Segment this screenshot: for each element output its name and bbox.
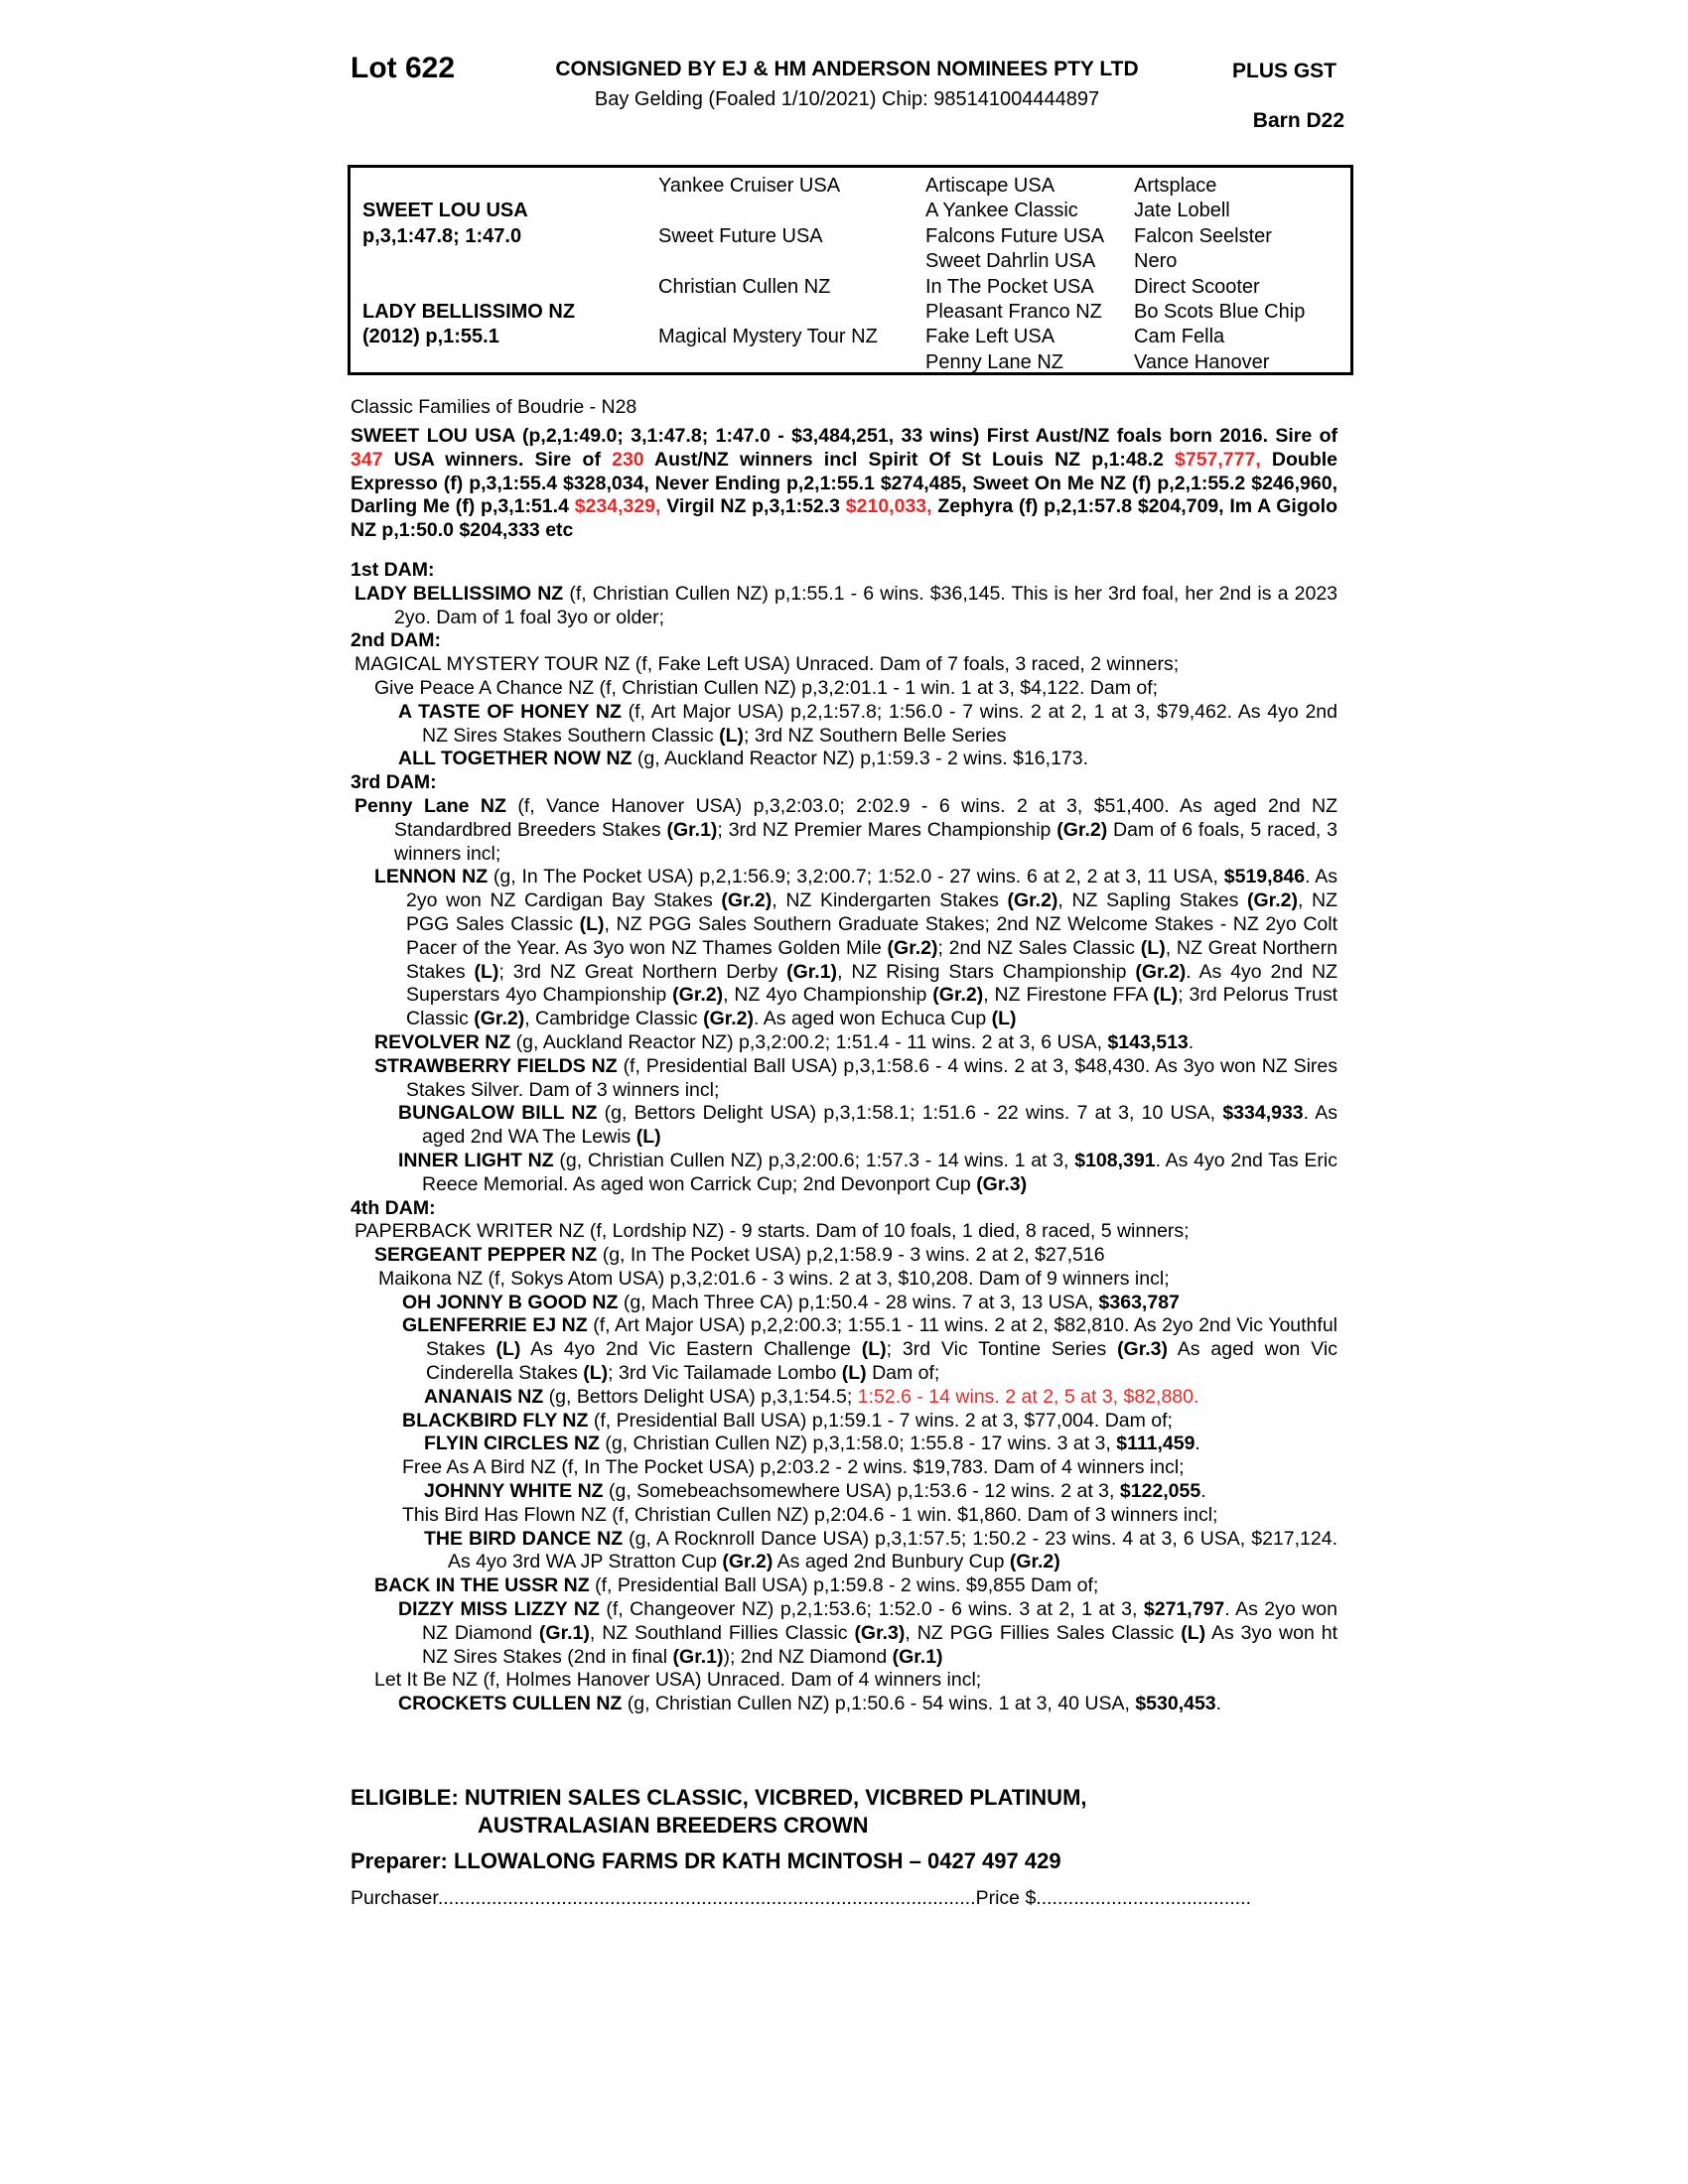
bold-text: $108,391 bbox=[1074, 1149, 1156, 1171]
para-crockets-cullen bbox=[351, 1693, 1337, 1716]
text: . As 4yo 2nd Tas Eric Reece Memorial. As aged won Carrick Cup; 2nd Devonport Cup bbox=[422, 1149, 1337, 1195]
para-glenferrie-ej bbox=[351, 1314, 1337, 1385]
para-oh-jonny-b-good bbox=[351, 1292, 1337, 1315]
bold-text: (L) bbox=[1153, 984, 1179, 1007]
para-inner-light bbox=[351, 1150, 1337, 1197]
bold-text: $143,513 bbox=[1107, 1030, 1189, 1053]
text: SWEET LOU USA (p,2,1:49.0; 3,1:47.8; 1:47.0 - $3,484,251, 33 wins) First Aust/NZ foals born 2016. Sire of bbox=[351, 425, 1337, 447]
gen3-cell: Penny Lane NZ bbox=[925, 350, 1063, 373]
text: ; 3rd NZ Premier Mares Championship bbox=[717, 818, 1057, 841]
bold-text: GLENFERRIE EJ NZ bbox=[402, 1314, 588, 1337]
text: , NZ Firestone FFA bbox=[983, 984, 1154, 1007]
text: (g, Christian Cullen NZ) p,1:50.6 - 54 wins. 1 at 3, 40 USA, bbox=[622, 1693, 1136, 1715]
lot-number: Lot 622 bbox=[351, 52, 456, 84]
bold-text: (L) bbox=[474, 960, 499, 983]
text: This Bird Has Flown NZ (f, Christian Cullen NZ) p,2:04.6 - 1 win. $1,860. Dam of 3 winners incl; bbox=[402, 1503, 1218, 1526]
text: (g, Bettors Delight USA) p,3,1:54.5; bbox=[543, 1385, 858, 1408]
eligibility-line2: AUSTRALASIAN BREEDERS CROWN bbox=[478, 1812, 869, 1838]
text: Maikona NZ (f, Sokys Atom USA) p,3,2:01.6 - 3 wins. 2 at 3, $10,208. Dam of 9 winners incl; bbox=[378, 1267, 1170, 1290]
gen4-cell: Direct Scooter bbox=[1134, 275, 1260, 298]
highlighted-text: $757,777, bbox=[1175, 448, 1261, 471]
text: Aust/NZ winners incl Spirit Of St Louis NZ p,1:48.2 bbox=[643, 448, 1175, 471]
text: ; 3rd Vic Tailamade Lombo bbox=[608, 1362, 842, 1385]
bold-text: (L) bbox=[1140, 936, 1166, 959]
highlighted-text: 230 bbox=[612, 448, 644, 471]
bold-text: (Gr.1) bbox=[666, 818, 718, 841]
gen3-cell: In The Pocket USA bbox=[925, 275, 1094, 298]
gen4-cell: Artsplace bbox=[1134, 175, 1217, 197]
bold-text: (Gr.2) bbox=[887, 936, 938, 959]
bold-text: DIZZY MISS LIZZY NZ bbox=[398, 1598, 600, 1621]
text: , NZ PGG Sales Classic bbox=[406, 889, 1337, 935]
family-note: Classic Families of Boudrie - N28 bbox=[351, 396, 637, 418]
gen3-cell: Falcons Future USA bbox=[925, 224, 1105, 247]
text: , NZ Rising Stars Championship bbox=[837, 960, 1136, 983]
gen4-cell: Bo Scots Blue Chip bbox=[1134, 301, 1306, 323]
pedigree-table bbox=[348, 165, 1353, 375]
para-ananais bbox=[351, 1386, 1337, 1410]
bold-text: 2nd DAM: bbox=[351, 629, 441, 652]
text: (g, Auckland Reactor NZ) p,1:59.3 - 2 wins. $16,173. bbox=[632, 748, 1089, 770]
text: (f, Christian Cullen NZ) p,1:55.1 - 6 wins. $36,145. This is her 3rd foal, her 2nd is a 2023 2yo. Dam of 1 foal 3yo or older; bbox=[394, 582, 1338, 628]
heading-4th-dam bbox=[351, 1197, 1337, 1221]
text: . As 2yo won NZ Cardigan Bay Stakes bbox=[406, 866, 1337, 912]
eligibility-line1: ELIGIBLE: NUTRIEN SALES CLASSIC, VICBRED, VICBRED PLATINUM, bbox=[351, 1785, 1087, 1810]
text: Double Expresso (f) p,3,1:55.4 $328,034, Never Ending p,2,1:55.1 $274,485, Sweet On Me NZ (f) p,2,1:55.2 $246,960, Darling Me (f) p,3,1:51.4 bbox=[351, 448, 1337, 518]
text: ; 3rd NZ Great Northern Derby bbox=[498, 960, 787, 983]
bold-text: (Gr.3) bbox=[1117, 1338, 1168, 1361]
sire-dam-cell: LADY BELLISSIMO NZ bbox=[362, 301, 576, 323]
gen3-cell: Fake Left USA bbox=[925, 326, 1055, 348]
gen4-cell: Falcon Seelster bbox=[1134, 224, 1272, 247]
para-magical-mystery-tour bbox=[351, 653, 1337, 677]
para-dizzy-miss-lizzy bbox=[351, 1598, 1337, 1669]
para-penny-lane bbox=[351, 795, 1337, 866]
gen4-cell: Nero bbox=[1134, 250, 1178, 273]
sire-dam-cell: SWEET LOU USA bbox=[362, 200, 528, 222]
text: Free As A Bird NZ (f, In The Pocket USA) p,2:03.2 - 2 wins. $19,783. Dam of 4 winners incl; bbox=[402, 1456, 1185, 1479]
text: (f, Vance Hanover USA) p,3,2:03.0; 2:02.9 - 6 wins. 2 at 3, $51,400. As aged 2nd NZ Standardbred Breeders Stakes bbox=[394, 794, 1337, 841]
para-back-in-the-ussr bbox=[351, 1574, 1337, 1598]
page-content bbox=[351, 0, 1356, 2184]
text: Zephyra (f) p,2,1:57.8 $204,709, Im A Gigolo NZ p,1:50.0 $204,333 etc bbox=[351, 495, 1337, 542]
bold-text: (Gr.2) bbox=[1056, 818, 1108, 841]
text: As aged won Vic Cinderella Stakes bbox=[426, 1338, 1337, 1385]
bold-text: A TASTE OF HONEY NZ bbox=[398, 700, 622, 723]
text: (f, Changeover NZ) p,2,1:53.6; 1:52.0 - 6 wins. 3 at 2, 1 at 3, bbox=[599, 1598, 1144, 1621]
bold-text: (Gr.2) bbox=[1135, 960, 1187, 983]
text: (g, Auckland Reactor NZ) p,3,2:00.2; 1:51.4 - 11 wins. 2 at 3, 6 USA, bbox=[510, 1030, 1108, 1053]
gen3-cell: Artiscape USA bbox=[925, 175, 1055, 197]
bold-text: 1st DAM: bbox=[351, 558, 435, 581]
bold-text: ANANAIS NZ bbox=[424, 1385, 544, 1408]
bold-text: (L) bbox=[861, 1338, 887, 1361]
text: . bbox=[1195, 1433, 1200, 1455]
header-center bbox=[499, 57, 1195, 112]
bold-text: (Gr.1) bbox=[786, 960, 838, 983]
heading-1st-dam bbox=[351, 559, 1337, 583]
bold-text: CROCKETS CULLEN NZ bbox=[398, 1693, 623, 1715]
bold-text: (Gr.2) bbox=[703, 1008, 755, 1030]
bold-text: (L) bbox=[635, 1126, 661, 1149]
text: As 4yo 2nd Vic Eastern Challenge bbox=[520, 1338, 862, 1361]
text: (g, Christian Cullen NZ) p,3,1:58.0; 1:55.8 - 17 wins. 3 at 3, bbox=[599, 1433, 1117, 1455]
bold-text: OH JONNY B GOOD NZ bbox=[402, 1291, 619, 1313]
para-paperback-writer bbox=[351, 1220, 1337, 1244]
sire-dam-cell: (2012) p,1:55.1 bbox=[362, 326, 499, 348]
bold-text: ALL TOGETHER NOW NZ bbox=[398, 748, 633, 770]
text: , NZ PGG Fillies Sales Classic bbox=[905, 1621, 1182, 1644]
text: . bbox=[1215, 1693, 1222, 1715]
purchaser-label: Purchaser bbox=[351, 1887, 438, 1909]
para-free-as-a-bird bbox=[351, 1456, 1337, 1480]
text: (f, Art Major USA) p,2,1:57.8; 1:56.0 - 7 wins. 2 at 2, 1 at 3, $79,462. As 4yo 2nd NZ Sires Stakes Southern Classic bbox=[422, 700, 1337, 747]
text: (g, Christian Cullen NZ) p,3,2:00.6; 1:57.3 - 14 wins. 1 at 3, bbox=[553, 1149, 1075, 1171]
purchaser-dots: .................................................................................................... bbox=[437, 1887, 976, 1909]
text: ; 3rd Pelorus Trust Classic bbox=[406, 984, 1338, 1030]
para-revolver bbox=[351, 1031, 1337, 1055]
price-label: Price $ bbox=[975, 1887, 1037, 1909]
text: . As 4yo 2nd NZ Superstars 4yo Championship bbox=[406, 960, 1337, 1007]
bold-text: (Gr.1) bbox=[892, 1645, 943, 1668]
para-a-taste-of-honey bbox=[351, 701, 1337, 749]
para-maikona bbox=[351, 1268, 1337, 1292]
bold-text: STRAWBERRY FIELDS NZ bbox=[374, 1054, 618, 1077]
text: Give Peace A Chance NZ (f, Christian Cullen NZ) p,3,2:01.1 - 1 win. 1 at 3, $4,122. Dam of; bbox=[374, 676, 1159, 699]
text: (g, In The Pocket USA) p,2,1:56.9; 3,2:00.7; 1:52.0 - 27 wins. 6 at 2, 2 at 3, 11 USA, bbox=[488, 866, 1224, 888]
text: (f, Presidential Ball USA) p,1:59.1 - 7 wins. 2 at 3, $77,004. Dam of; bbox=[588, 1409, 1173, 1432]
para-give-peace-a-chance bbox=[351, 677, 1337, 701]
preparer-line: Preparer: LLOWALONG FARMS DR KATH MCINTOSH – 0427 497 429 bbox=[351, 1848, 1061, 1873]
text: Dam of; bbox=[866, 1362, 940, 1385]
para-johnny-white bbox=[351, 1480, 1337, 1504]
text: (g, In The Pocket USA) p,2,1:58.9 - 3 wins. 2 at 2, $27,516 bbox=[597, 1244, 1105, 1267]
bold-text: (Gr.2) bbox=[672, 984, 724, 1007]
para-this-bird-has-flown bbox=[351, 1504, 1337, 1528]
gen2-cell: Christian Cullen NZ bbox=[658, 275, 831, 298]
purchaser-line bbox=[351, 1887, 1251, 1910]
barn-label: Barn D22 bbox=[1252, 109, 1344, 132]
bold-text: (L) bbox=[495, 1338, 521, 1361]
highlighted-text: 1:52.6 - 14 wins. 2 at 2, 5 at 3, $82,880. bbox=[857, 1385, 1199, 1408]
bold-text: JOHNNY WHITE NZ bbox=[424, 1480, 604, 1503]
bold-text: REVOLVER NZ bbox=[374, 1030, 511, 1053]
gen3-cell: Pleasant Franco NZ bbox=[925, 301, 1102, 323]
para-strawberry-fields bbox=[351, 1055, 1337, 1103]
text: (g, Mach Three CA) p,1:50.4 - 28 wins. 7 at 3, 13 USA, bbox=[618, 1291, 1099, 1313]
para-lady-bellissimo bbox=[351, 583, 1337, 630]
sire-dam-cell: p,3,1:47.8; 1:47.0 bbox=[362, 224, 522, 247]
text: (g, Somebeachsomewhere USA) p,1:53.6 - 12 wins. 2 at 3, bbox=[603, 1480, 1120, 1503]
gen3-cell: Sweet Dahrlin USA bbox=[925, 250, 1096, 273]
text: (g, A Rocknroll Dance USA) p,3,1:57.5; 1:50.2 - 23 wins. 4 at 3, 6 USA, $217,124. As 4yo 3rd WA JP Stratton Cup bbox=[448, 1527, 1337, 1573]
bold-text: $363,787 bbox=[1098, 1291, 1180, 1313]
heading-3rd-dam bbox=[351, 771, 1337, 795]
price-dots: ........................................ bbox=[1036, 1887, 1252, 1909]
text: PAPERBACK WRITER NZ (f, Lordship NZ) - 9 starts. Dam of 10 foals, 1 died, 8 raced, 5 winners; bbox=[354, 1220, 1190, 1243]
bold-text: (L) bbox=[1181, 1621, 1206, 1644]
bold-text: THE BIRD DANCE NZ bbox=[424, 1527, 624, 1550]
text: (f, Presidential Ball USA) p,3,1:58.6 - 4 wins. 2 at 3, $48,430. As 3yo won NZ Sires Stakes Silver. Dam of 3 winners incl; bbox=[406, 1054, 1337, 1101]
bold-text: (L) bbox=[579, 912, 605, 935]
para-let-it-be bbox=[351, 1669, 1337, 1693]
text: (f, Presidential Ball USA) p,1:59.8 - 2 wins. $9,855 Dam of; bbox=[589, 1574, 1099, 1597]
bold-text: (Gr.2) bbox=[721, 889, 773, 912]
bold-text: (Gr.1) bbox=[538, 1621, 590, 1644]
text: ); 2nd NZ Diamond bbox=[723, 1645, 893, 1668]
text: , NZ Southland Fillies Classic bbox=[589, 1621, 855, 1644]
bold-text: LENNON NZ bbox=[374, 866, 489, 888]
text: . As 2yo won NZ Diamond bbox=[422, 1598, 1337, 1644]
text: , Cambridge Classic bbox=[524, 1008, 704, 1030]
bold-text: (Gr.2) bbox=[474, 1008, 525, 1030]
text: USA winners. Sire of bbox=[382, 448, 613, 471]
bold-text: 4th DAM: bbox=[351, 1196, 436, 1219]
text: ; 2nd NZ Sales Classic bbox=[937, 936, 1141, 959]
bold-text: (Gr.2) bbox=[932, 984, 984, 1007]
para-blackbird-fly bbox=[351, 1410, 1337, 1433]
text: . bbox=[1188, 1030, 1195, 1053]
bold-text: (L) bbox=[583, 1362, 609, 1385]
text: , NZ Kindergarten Stakes bbox=[772, 889, 1008, 912]
text: . As aged 2nd WA The Lewis bbox=[422, 1102, 1337, 1149]
bold-text: $519,846 bbox=[1223, 866, 1306, 888]
para-all-together-now bbox=[351, 748, 1337, 771]
text: , NZ Sapling Stakes bbox=[1057, 889, 1248, 912]
bold-text: BACK IN THE USSR NZ bbox=[374, 1574, 590, 1597]
text: ; 3rd Vic Tontine Series bbox=[886, 1338, 1118, 1361]
bold-text: INNER LIGHT NZ bbox=[398, 1149, 554, 1171]
bold-text: FLYIN CIRCLES NZ bbox=[424, 1433, 600, 1455]
pedigree-text bbox=[351, 425, 1337, 1716]
bold-text: $334,933 bbox=[1222, 1102, 1304, 1125]
text: ; 3rd NZ Southern Belle Series bbox=[744, 724, 1007, 747]
bold-text: Penny Lane NZ bbox=[354, 794, 506, 817]
bold-text: (Gr.1) bbox=[672, 1645, 724, 1668]
bold-text: LADY BELLISSIMO NZ bbox=[354, 582, 564, 605]
gen2-cell: Magical Mystery Tour NZ bbox=[658, 326, 878, 348]
text: Let It Be NZ (f, Holmes Hanover USA) Unraced. Dam of 4 winners incl; bbox=[374, 1669, 982, 1692]
bold-text: $122,055 bbox=[1119, 1480, 1201, 1503]
horse-description: Bay Gelding (Foaled 1/10/2021) Chip: 985141004444897 bbox=[594, 88, 1100, 110]
bold-text: BLACKBIRD FLY NZ bbox=[402, 1409, 589, 1432]
gen4-cell: Vance Hanover bbox=[1134, 350, 1270, 373]
plus-gst-label: PLUS GST bbox=[1231, 60, 1336, 82]
para-lennon bbox=[351, 866, 1337, 1031]
bold-text: (L) bbox=[719, 724, 745, 747]
text: Virgil NZ p,3,1:52.3 bbox=[660, 495, 846, 518]
eligibility bbox=[351, 1784, 1087, 1839]
bold-text: $530,453 bbox=[1135, 1693, 1216, 1715]
text: Dam of 6 foals, 5 raced, 3 winners incl; bbox=[394, 818, 1337, 865]
text: As aged 2nd Bunbury Cup bbox=[773, 1551, 1010, 1573]
para-the-bird-dance bbox=[351, 1528, 1337, 1575]
para-flyin-circles bbox=[351, 1433, 1337, 1456]
bold-text: 3rd DAM: bbox=[351, 771, 437, 794]
gen3-cell: A Yankee Classic bbox=[925, 200, 1078, 222]
text: (f, Art Major USA) p,2,2:00.3; 1:55.1 - 11 wins. 2 at 2, $82,810. As 2yo 2nd Vic Youthful Stakes bbox=[426, 1314, 1337, 1361]
heading-2nd-dam bbox=[351, 629, 1337, 653]
text: , NZ 4yo Championship bbox=[723, 984, 933, 1007]
highlighted-text: 347 bbox=[351, 448, 383, 471]
para-sergeant-pepper bbox=[351, 1244, 1337, 1268]
text: , NZ Great Northern Stakes bbox=[406, 936, 1337, 983]
bold-text: (Gr.3) bbox=[854, 1621, 906, 1644]
gen4-cell: Jate Lobell bbox=[1134, 200, 1230, 222]
bold-text: BUNGALOW BILL NZ bbox=[398, 1102, 598, 1125]
text: MAGICAL MYSTERY TOUR NZ (f, Fake Left USA) Unraced. Dam of 7 foals, 3 raced, 2 winners; bbox=[354, 653, 1180, 676]
text: As 3yo won ht NZ Sires Stakes (2nd in final bbox=[422, 1621, 1338, 1668]
bold-text: (Gr.2) bbox=[1007, 889, 1058, 912]
gen4-cell: Cam Fella bbox=[1134, 326, 1225, 348]
bold-text: (Gr.2) bbox=[722, 1551, 774, 1573]
para-bungalow-bill bbox=[351, 1102, 1337, 1150]
para-sire-summary bbox=[351, 425, 1337, 543]
bold-text: (Gr.3) bbox=[976, 1172, 1028, 1195]
highlighted-text: $210,033, bbox=[845, 495, 932, 518]
text: . As aged won Echuca Cup bbox=[754, 1008, 992, 1030]
bold-text: (L) bbox=[841, 1362, 867, 1385]
bold-text: (Gr.2) bbox=[1247, 889, 1298, 912]
bold-text: (L) bbox=[991, 1008, 1017, 1030]
bold-text: $111,459 bbox=[1116, 1433, 1196, 1455]
text: (g, Bettors Delight USA) p,3,1:58.1; 1:51.6 - 22 wins. 7 at 3, 10 USA, bbox=[597, 1102, 1223, 1125]
consignor-line: CONSIGNED BY EJ & HM ANDERSON NOMINEES PTY LTD bbox=[555, 58, 1139, 80]
text: , NZ PGG Sales Southern Graduate Stakes; 2nd NZ Welcome Stakes - NZ 2yo Colt Pacer of the Year. As 3yo won NZ Thames Golden Mile bbox=[406, 912, 1337, 959]
gen2-cell: Yankee Cruiser USA bbox=[658, 175, 841, 197]
bold-text: SERGEANT PEPPER NZ bbox=[374, 1244, 598, 1267]
bold-text: (Gr.2) bbox=[1009, 1551, 1060, 1573]
text: . bbox=[1200, 1480, 1206, 1503]
bold-text: $271,797 bbox=[1143, 1598, 1225, 1621]
highlighted-text: $234,329, bbox=[574, 495, 661, 518]
gen2-cell: Sweet Future USA bbox=[658, 224, 823, 247]
